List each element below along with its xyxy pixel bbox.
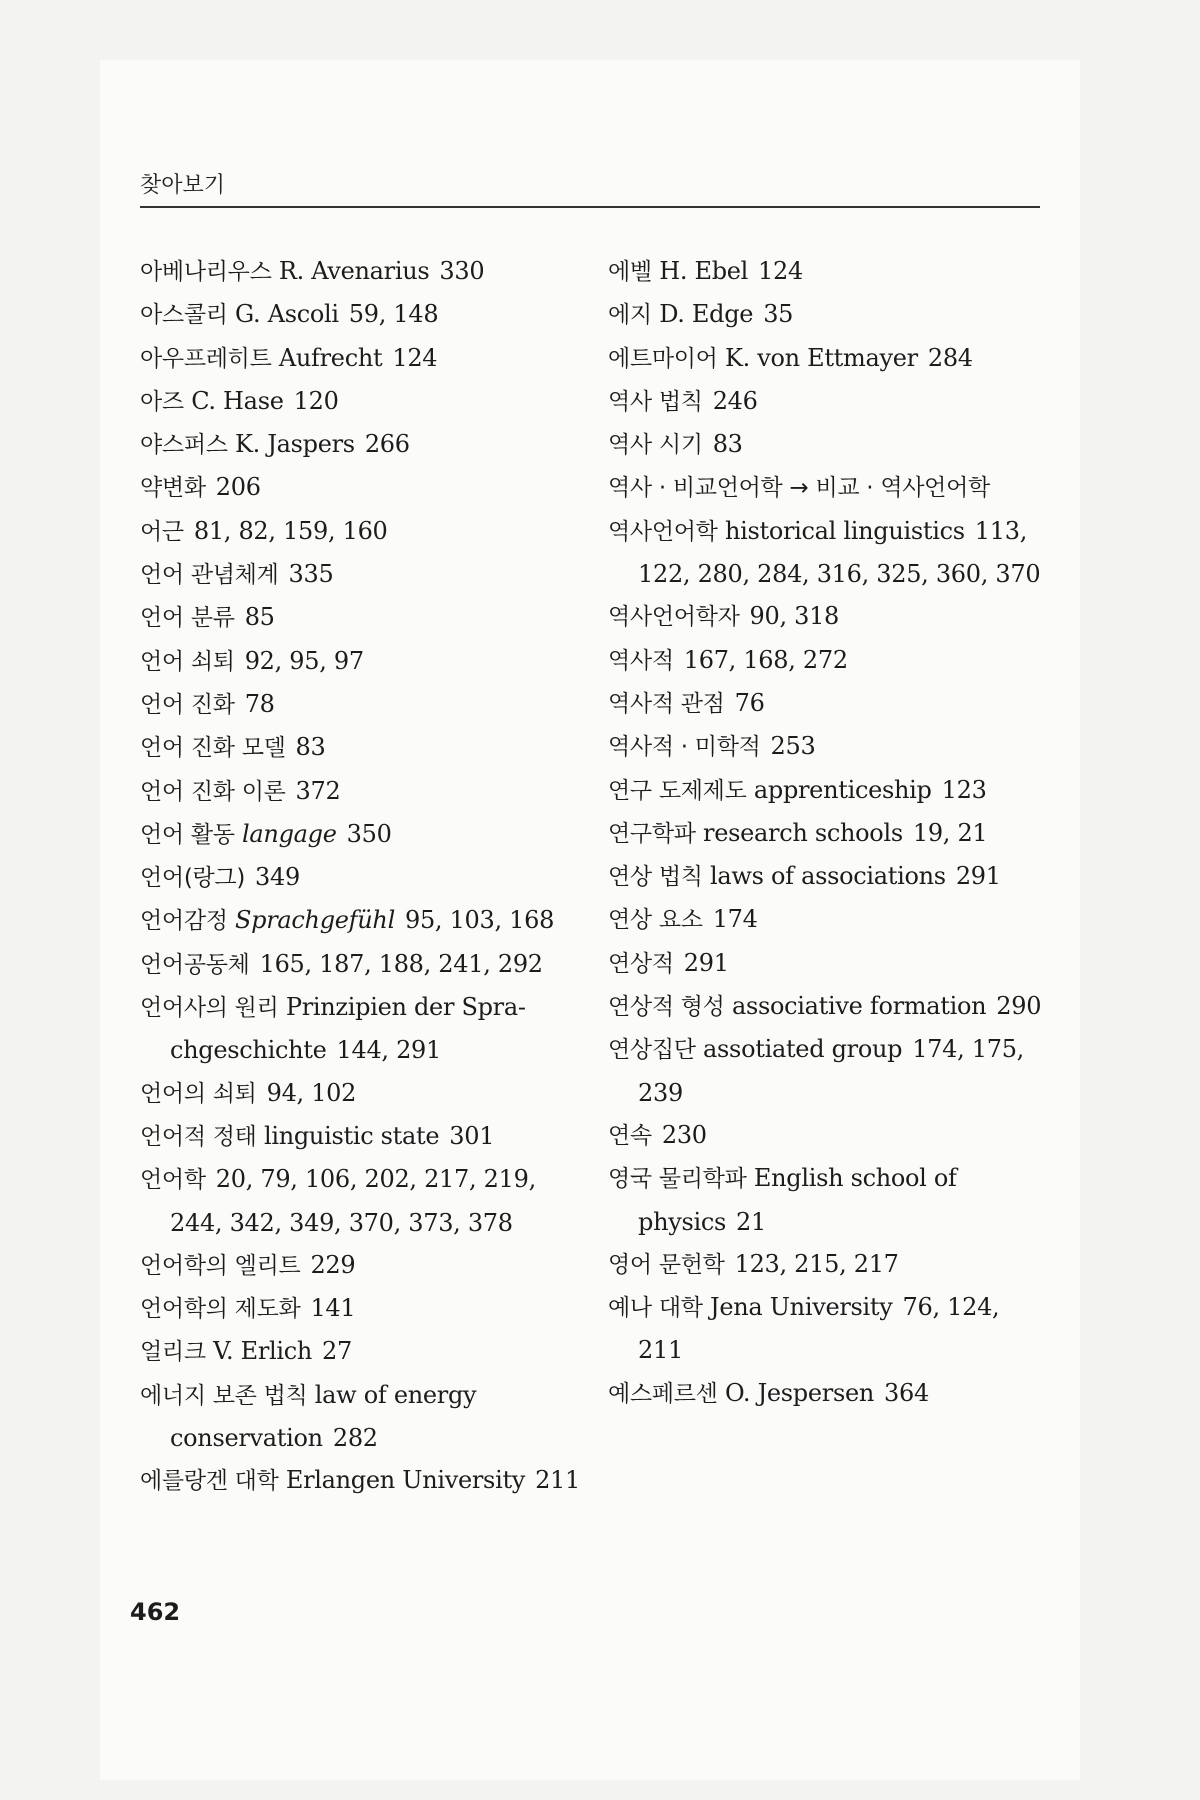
index-page-refs: 123 <box>941 775 987 804</box>
index-entry <box>608 380 1048 423</box>
index-entry <box>608 985 1048 1028</box>
index-term-original: V. Erlich <box>213 1337 313 1366</box>
index-term: 연상 법칙 <box>608 864 703 891</box>
index-term: 얼리크 <box>140 1339 206 1366</box>
index-entry <box>608 293 1048 336</box>
index-term: 역사언어학자 <box>608 604 740 631</box>
index-page-refs: 21 <box>736 1207 766 1236</box>
index-term: 언어 진화 모델 <box>140 735 286 762</box>
index-term: 언어학의 제도화 <box>140 1296 301 1323</box>
index-page-refs: 282 <box>332 1424 378 1453</box>
index-page-refs: 120 <box>293 386 339 415</box>
index-page-refs: 124 <box>758 257 803 285</box>
index-page-refs: 290 <box>996 992 1042 1021</box>
index-page-refs: 211 <box>535 1466 580 1495</box>
index-entry <box>140 466 580 509</box>
index-entry <box>140 683 580 726</box>
index-page-refs: 266 <box>364 430 410 459</box>
index-term-original: C. Hase <box>191 386 284 415</box>
index-term: 역사적 <box>608 647 674 674</box>
index-page-refs: 83 <box>712 430 743 459</box>
index-page-refs: 20, 79, 106, 202, 217, 219, 244, 342, 349, 370, 373, 378 <box>170 1165 536 1237</box>
index-term: 언어(랑그) <box>140 865 246 892</box>
index-entry <box>608 250 1048 293</box>
index-term: 역사 시기 <box>608 432 703 459</box>
index-page-refs: 83 <box>295 733 326 762</box>
index-entry <box>608 898 1048 941</box>
index-entry <box>140 337 580 380</box>
index-term: 언어적 정태 <box>140 1123 257 1150</box>
index-term-original: K. von Ettmayer <box>724 343 918 372</box>
index-term: 언어 관념체계 <box>140 562 279 589</box>
index-term: 약변화 <box>140 475 206 502</box>
index-page-refs: 78 <box>244 689 275 718</box>
index-term: 연상 요소 <box>608 907 703 934</box>
index-term: 역사적 · 미학적 <box>608 734 761 761</box>
index-term: 언어 진화 이론 <box>140 778 286 805</box>
index-page-refs: 350 <box>346 819 392 848</box>
index-term: 아베나리우스 <box>140 259 272 285</box>
index-entry <box>140 986 580 1072</box>
index-term: 언어사의 원리 <box>140 995 279 1022</box>
index-term-original: O. Jespersen <box>724 1378 875 1407</box>
index-term: 언어 분류 <box>140 605 235 632</box>
index-term: 연속 <box>608 1122 652 1149</box>
index-page-refs: 59, 148 <box>348 300 439 329</box>
index-entry <box>140 856 580 899</box>
index-entry <box>608 1028 1048 1114</box>
index-term-original: assotiated group <box>703 1035 903 1064</box>
index-page-refs: 123, 215, 217 <box>734 1249 899 1278</box>
index-entry <box>608 639 1048 682</box>
index-term: 연상적 <box>608 950 674 977</box>
index-term: 아우프레히트 <box>140 345 272 372</box>
index-term-original: English school of physics <box>638 1164 957 1236</box>
index-term: 역사 법칙 <box>608 388 703 415</box>
index-term: 언어 쇠퇴 <box>140 648 235 675</box>
index-page-refs: 141 <box>310 1294 356 1323</box>
index-entry <box>140 1244 580 1287</box>
index-entry <box>608 510 1048 596</box>
index-page-refs: 364 <box>884 1378 929 1407</box>
index-page-refs: 335 <box>288 560 334 589</box>
index-page-refs: 291 <box>955 862 1001 891</box>
index-entry <box>140 813 580 856</box>
index-page-refs: 19, 21 <box>912 818 988 847</box>
index-page-refs: 165, 187, 188, 241, 292 <box>259 949 543 978</box>
index-term: 에벨 <box>608 259 652 285</box>
index-entry <box>140 1072 580 1115</box>
index-term: 언어학 <box>140 1167 206 1194</box>
index-term: 에트마이어 <box>608 345 718 372</box>
index-entry <box>140 1459 580 1502</box>
index-term-original: apprenticeship <box>753 775 932 804</box>
index-term: 아즈 <box>140 388 184 415</box>
index-page-refs: 253 <box>770 732 816 761</box>
index-page-refs: 174, 175, 239 <box>638 1035 1025 1107</box>
index-entry <box>140 1115 580 1158</box>
index-term: 예나 대학 <box>608 1295 703 1322</box>
index-page-refs: 27 <box>322 1337 352 1366</box>
index-term-original: research schools <box>703 818 903 847</box>
index-term: 연상적 형성 <box>608 994 725 1021</box>
index-page-refs: 94, 102 <box>266 1078 357 1107</box>
index-term: 연구 도제제도 <box>608 777 747 804</box>
index-entry <box>608 942 1048 985</box>
index-entry <box>608 423 1048 466</box>
index-page-refs: 144, 291 <box>336 1036 441 1065</box>
index-entry <box>608 1243 1048 1286</box>
index-term: 언어 활동 <box>140 821 235 848</box>
index-entry <box>140 510 580 553</box>
index-entry <box>608 769 1048 812</box>
index-entry <box>608 1286 1048 1372</box>
index-term: 영국 물리학파 <box>608 1166 747 1193</box>
index-term-original: D. Edge <box>659 300 754 329</box>
index-entry <box>140 423 580 466</box>
index-term: 에지 <box>608 302 652 329</box>
index-entry <box>140 1287 580 1330</box>
index-entry <box>140 293 580 336</box>
index-term-original: G. Ascoli <box>235 300 339 329</box>
index-term-original: laws of associations <box>710 862 946 891</box>
index-entry <box>608 595 1048 638</box>
index-page-refs: 113, 122, 280, 284, 316, 325, 360, 370 <box>638 516 1041 589</box>
index-entry <box>140 596 580 639</box>
index-entry <box>140 380 580 423</box>
index-term: 에너지 보존 법칙 <box>140 1382 308 1409</box>
index-term: 언어공동체 <box>140 951 250 978</box>
index-page-refs: 246 <box>712 386 758 415</box>
index-page-refs: 76, 124, 211 <box>638 1293 1000 1365</box>
index-term: 역사적 관점 <box>608 690 725 717</box>
index-term-original: linguistic state <box>263 1121 440 1150</box>
index-term: 언어학의 엘리트 <box>140 1252 301 1279</box>
index-term: 예스페르센 <box>608 1380 718 1407</box>
index-entry <box>140 553 580 596</box>
index-term: 어근 <box>140 518 184 545</box>
index-entry <box>140 1374 580 1460</box>
index-term-original: law of energy conservation <box>170 1380 477 1453</box>
page-number: 462 <box>130 1598 181 1626</box>
index-page-refs: 301 <box>449 1121 495 1150</box>
index-term: 에를랑겐 대학 <box>140 1468 279 1495</box>
index-entry <box>140 943 580 986</box>
index-page-refs: 229 <box>310 1250 356 1279</box>
index-page-refs: 95, 103, 168 <box>404 906 555 935</box>
index-entry <box>140 640 580 683</box>
index-entry <box>140 1330 580 1373</box>
index-term: 연구학파 <box>608 820 696 847</box>
index-term: 언어 진화 <box>140 691 235 718</box>
index-page-refs: 284 <box>927 343 973 372</box>
index-page-refs: 90, 318 <box>749 602 840 631</box>
index-page-refs: 174 <box>712 905 758 934</box>
index-entry <box>608 1157 1048 1243</box>
index-page-refs: 85 <box>244 603 275 632</box>
index-page-refs: 291 <box>683 948 729 977</box>
index-term-original: associative formation <box>731 992 987 1021</box>
index-page-refs: 81, 82, 159, 160 <box>193 516 388 545</box>
index-term: 언어감정 <box>140 908 228 935</box>
index-term-original: Sprachgefühl <box>235 906 395 935</box>
index-term-original: H. Ebel <box>659 257 749 285</box>
index-term: 아스콜리 <box>140 302 228 329</box>
index-column-left <box>140 250 580 1503</box>
index-entry <box>608 337 1048 380</box>
index-term: 영어 문헌학 <box>608 1251 725 1278</box>
index-term-original: Prinzipien der Spra-chgeschichte <box>170 993 526 1065</box>
index-term-original: Erlangen University <box>285 1466 526 1495</box>
index-page-refs: 92, 95, 97 <box>244 646 364 675</box>
index-entry <box>608 466 1048 509</box>
index-term-original: K. Jaspers <box>235 430 355 459</box>
header-rule <box>140 206 1040 208</box>
index-entry <box>140 726 580 769</box>
index-page-refs: 372 <box>295 776 341 805</box>
index-entry <box>608 855 1048 898</box>
index-entry <box>608 725 1048 768</box>
index-page-refs: 124 <box>392 343 438 372</box>
index-term-original: langage <box>242 819 337 848</box>
index-entry <box>140 899 580 942</box>
index-entry <box>608 812 1048 855</box>
index-term: 야스퍼스 <box>140 432 228 459</box>
index-page-refs: 330 <box>439 257 485 285</box>
index-entry <box>608 1372 1048 1415</box>
index-term: 언어의 쇠퇴 <box>140 1080 257 1107</box>
index-page-refs: 206 <box>215 473 261 502</box>
index-term-original: Jena University <box>710 1293 893 1322</box>
index-page-refs: 349 <box>255 863 300 892</box>
index-column-right <box>608 250 1048 1415</box>
index-term: 역사언어학 <box>608 518 718 545</box>
index-page-refs: 76 <box>734 688 765 717</box>
index-term: 역사 · 비교언어학 → 비교 · 역사언어학 <box>608 475 990 502</box>
index-term-original: historical linguistics <box>724 516 965 545</box>
index-term-original: R. Avenarius <box>278 257 430 285</box>
index-page-refs: 35 <box>763 300 794 329</box>
index-entry <box>608 682 1048 725</box>
index-entry <box>608 1114 1048 1157</box>
running-header: 찾아보기 <box>140 173 226 198</box>
index-entry <box>140 770 580 813</box>
index-entry <box>140 1158 580 1244</box>
index-term: 연상집단 <box>608 1037 696 1064</box>
index-entry <box>140 250 580 293</box>
index-page-refs: 230 <box>661 1120 707 1149</box>
index-term-original: Aufrecht <box>278 343 383 372</box>
index-page-refs: 167, 168, 272 <box>683 645 848 674</box>
